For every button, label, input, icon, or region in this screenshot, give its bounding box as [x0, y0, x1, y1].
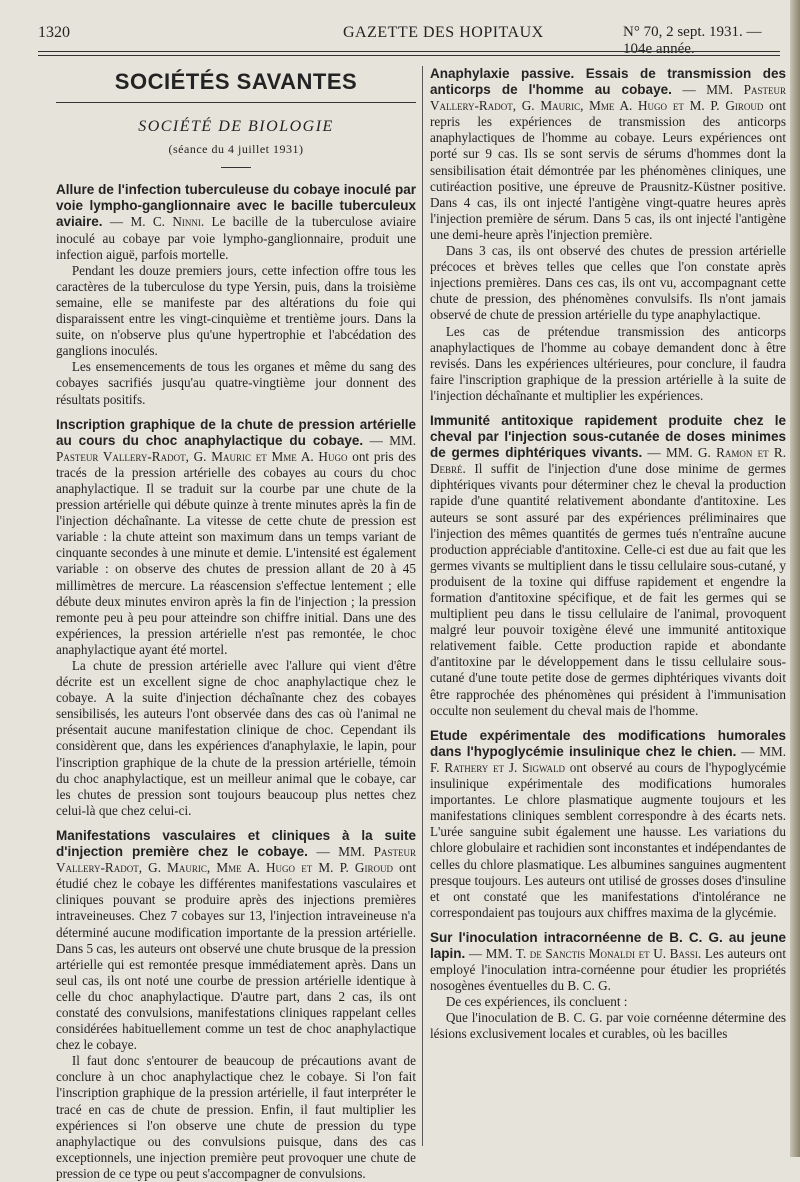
article-paragraph: Le bacille de la tuberculose aviaire inoculé au cobaye par voie lympho-ganglionnaire, produit une infection aiguë, parfois mortelle. — [56, 214, 417, 262]
article-paragraph: ont repris les expériences de transmission des anticorps anaphylactiques de l'homme au cobaye. Leurs expériences ont porté sur 9 cas. Ils se sont servis de sérums d'hommes dont la sensibilisation était démontrée par les phénomènes cliniques, une cutiréaction positive, une épreuve de Prausnitz-Küstner positive. Dans 4 cas, ils ont injecté l'antigène vingt-quatre heures après l'injection première de sérum. Dans 5 cas, ils ont injecté l'antigène une demi-heure après l'injection première. — [430, 98, 786, 242]
article-paragraph: Que l'inoculation de B. C. G. par voie cornéenne détermine des lésions exclusivement locales et curables, où les bacilles — [430, 1010, 786, 1042]
article-authors: — MM. Pasteur Vallery-Radot, G. Mauric et Mme A. Hugo — [56, 432, 417, 464]
article-paragraph: ont pris des tracés de la pression artérielle des cobayes au cours du choc anaphylactique. Il se traduit sur la courbe par une chute de la pression artérielle qui débute quinze à trente minutes après la fin de l'injection déchaînante. La vitesse de cette chute de pression est variable : la chute atteint son maximum dans un temps variant de cinquante secondes à une minute et demie. L'intensité est également variable : on observe des chutes de pression allant de 20 à 45 millimètres de mercure. La réascension s'effectue lentement ; elle débute deux minutes environ après la fin de l'injection ; la pression remonte peu à peu pour atteindre son chiffre initial. Dans une des expériences, la pression artérielle n'est pas remontée, le choc anaphylactique ayant été mortel. — [56, 448, 417, 657]
article — [430, 728, 786, 921]
article — [430, 66, 786, 404]
page-number: 1320 — [38, 24, 70, 41]
article-paragraph: Il faut donc s'entourer de beaucoup de précautions avant de conclure à un choc anaphylactique chez le cobaye. Si l'on fait l'inscription graphique de la pression artérielle, il faut interpréter le tracé en cas de chute de pression. Enfin, il faut multiplier les expériences si l'on observe une chute de pression du type anaphylactique ou des convulsions puisque, dans des cas exceptionnels, une injection première peut provoquer une chute de pression de ce type ou peut s'accompagner de convulsions. — [56, 1053, 416, 1181]
article-authors: — MM. F. Rathery et J. Sigwald — [430, 743, 787, 775]
article-paragraph: Dans 3 cas, ils ont observé des chutes de pression artérielle précoces et brèves telles que celles que l'on constate après injections premières. Dans ces cas, ils ont vu, accompagnant cette chute de pression, des phénomènes convulsifs. Ils n'ont jamais observé de chute de pression artérielle du type anaphylactique. — [430, 243, 786, 323]
article — [56, 828, 416, 1182]
article-authors: — MM. Pasteur Vallery-Radot, G. Mauric, Mme A. Hugo et M. P. Giroud — [56, 844, 417, 876]
article-authors: — MM. G. Ramon et R. Debré. — [430, 445, 786, 477]
article-paragraph: La chute de pression artérielle avec l'allure qui vient d'être décrite est un excellent signe de choc anaphylactique chez le cobaye. A la suite d'injection déchaînante chez des cobayes sensibilisés, les auteurs l'ont observée dans des cas où l'animal ne présentait aucune manifestation clinique de choc. Cependant ils considèrent que, dans les expériences d'anaphylaxie, le lapin, pour l'inscription graphique de la chute de la pression artérielle, témoin du choc anaphylactique, est un meilleur animal que le cobaye, car les chutes de pression sont toujours beaucoup plus nettes chez celui-là que chez celui-ci. — [56, 658, 416, 818]
section-rule — [56, 102, 416, 103]
header-rule — [38, 51, 780, 52]
article — [56, 182, 416, 407]
header-rule-thin — [38, 55, 780, 56]
page-header — [38, 18, 780, 57]
article-title: Etude expérimentale des modifications humorales dans l'hypoglycémie insulinique chez le chien. — [430, 727, 786, 759]
section-title: SOCIÉTÉS SAVANTES — [114, 69, 358, 94]
article-title: Allure de l'infection tuberculeuse du cobaye inoculé par voie lympho-ganglionnaire avec le bacille tuberculeux aviaire. — [56, 182, 416, 230]
article-paragraph: Pendant les douze premiers jours, cette infection offre tous les caractères de la tuberculose du type Yersin, puis, dans la troisième semaine, elle se manifeste par des altérations du foie qui disparaissent entre les vingt-cinquième et trentième jours. Dans la suite, on n'observe plus qu'une hypertrophie et l'abcédation des ganglions inoculés. — [56, 262, 416, 359]
article-title: Immunité antitoxique rapidement produite chez le cheval par l'injection sous-cutanée de doses minimes de germes diphtériques vivants. — [430, 412, 786, 461]
journal-title: GAZETTE DES HOPITAUX — [343, 24, 544, 41]
article-paragraph: Les cas de prétendue transmission des anticorps anaphylactiques de l'homme au cobaye demandent donc à être revisés. Dans les expériences ultérieures, pour conclure, il faudra faire l'inscription graphique de la pression artérielle à la suite de l'injection déchaînante et multiplier les expériences. — [430, 323, 786, 403]
right-column — [430, 66, 786, 1146]
article-paragraph: ont observé au cours de l'hypoglycémie insulinique expérimentale des modifications humorales importantes. Le chlore plasmatique augmente toujours et les manifestations cliniques semblent correspondre à des écarts nets. L'urée sanguine subit également une hausse. Les variations du chlore globulaire et rachidien sont inconstantes et indépendantes de celles du chlore plasmatique. Les albumines sanguines augmentent presque toujours. Les auteurs ont utilisé de grosses doses d'insuline et ont constaté que les manifestations d'intolérance ne correspondaient pas toujours aux chiffres maxima de la glycémie. — [430, 759, 787, 920]
short-rule — [221, 167, 251, 168]
article-paragraph: ont étudié chez le cobaye les différentes manifestations vasculaires et cliniques pouvant se produire après des injections premières intraveineuses. Chez 7 cobayes sur 13, l'injection intraveineuse n'a déterminé aucune modification importante de la pression artérielle. Dans 5 cas, les auteurs ont observé une chute brusque de la pression artérielle qui est remontée presque immédiatement après. Dans un seul cas, ils ont noté une courbe de pression artérielle identique à celle du choc anaphylactique. D'autre part, dans 2 cas, ils ont constaté des convulsions, manifestations cliniques rappelant celles considérées habituellement comme un test de choc anaphylactique chez le cobaye. — [56, 860, 417, 1053]
article — [430, 413, 786, 719]
column-divider — [422, 66, 423, 1146]
article-authors: — M. C. Ninni. — [109, 214, 205, 230]
article-authors: — MM. T. de Sanctis Monaldi et U. Bassi. — [468, 945, 702, 961]
page-edge — [790, 0, 800, 1157]
session-date: (séance du 4 juillet 1931) — [168, 142, 304, 157]
issue-info: N° 70, 2 sept. 1931. — 104e année. — [623, 24, 762, 57]
society-heading: SOCIÉTÉ DE BIOLOGIE — [138, 118, 334, 136]
article-title: Manifestations vasculaires et cliniques à la suite d'injection première chez le cobaye. — [56, 827, 416, 860]
article-paragraph: Les auteurs ont employé l'inoculation intra-cornéenne pour étudier les propriétés nosogènes éventuelles du B. C. G. — [430, 945, 787, 994]
article-title: Inscription graphique de la chute de pression artérielle au cours du choc anaphylactique du cobaye. — [56, 416, 416, 448]
article-paragraph: De ces expériences, ils concluent : — [445, 994, 628, 1010]
article-paragraph: Les ensemencements de tous les organes et même du sang des cobayes sacrifiés jusqu'au quatre-vingtième jour donnent des résultats positifs. — [56, 359, 416, 407]
article — [56, 417, 416, 819]
article — [430, 930, 786, 1043]
left-column — [56, 66, 417, 1181]
article-title: Anaphylaxie passive. Essais de transmission des anticorps de l'homme au cobaye. — [430, 66, 786, 98]
article-title: Sur l'inoculation intracornéenne de B. C. G. au jeune lapin. — [430, 929, 786, 961]
article-paragraph: Il suffit de l'injection d'une dose minime de germes diphtériques vivants pour déterminer chez le cheval la production rapide d'une quantité relativement abondante d'antitoxine. Les auteurs se sont assuré par des expériences préliminaires que l'injection des mêmes quantités de germes tués n'entraîne aucune production appréciable d'antitoxine. Celle-ci est due au fait que les germes vivants se multiplient dans le tissu cellulaire sous-cutané, y produisent de la toxine qui diffuse rapidement et engendre la formation d'antitoxine spécifique, et de fait les germes qui se multiplient peu dans le tissu cellulaire de l'animal, provoquent malgré leur pouvoir toxigène élevé une immunité antitoxique relativement faible. Cette production rapide et abondante d'antitoxine par le développement dans le tissu cellulaire sous-cutané d'une toute petite dose de germes diphtériques vivants doit être rapprochée des phénomènes qui président à l'immunisation occulte non seulement du cheval mais de l'homme. — [430, 461, 786, 718]
article-authors: — MM. Pasteur Vallery-Radot, G. Mauric, Mme A. Hugo et M. P. Giroud — [430, 82, 786, 114]
